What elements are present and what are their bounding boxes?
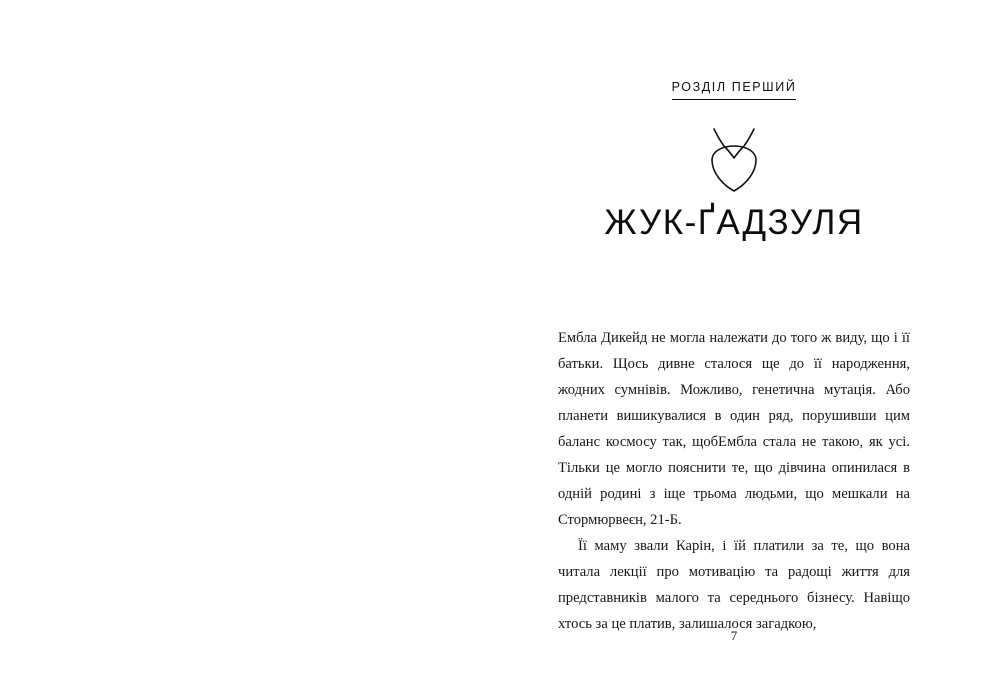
page-content-column	[558, 0, 910, 683]
beetle-emblem-icon	[558, 125, 910, 193]
paragraph: Її маму звали Карін, і їй платили за те, що вона читала лекції про мотивацію та радощі життя для представників малого та середнього бізнесу. Навіщо хтось за це платив, залишалося загадкою,	[558, 538, 910, 632]
paragraph: Ембла Дикейд не могла належати до того ж виду, що і її батьки. Щось дивне сталося ще до її народження, жодних сумнівів. Можливо, генетична мутація. Або планети вишикувалися в один ряд, порушивши цим баланс космосу так, щобЕмбла стала не такою, як усі. Тільки це могло пояснити те, що дівчина опинилася в одній родині з іще трьома людьми, що мешкали на Стормюрвеєн, 21-Б.	[558, 330, 910, 528]
chapter-label: РОЗДІЛ ПЕРШИЙ	[672, 80, 797, 100]
chapter-title: ЖУК-ҐАДЗУЛЯ	[604, 203, 864, 242]
chapter-label-container	[558, 78, 910, 100]
body-text	[558, 325, 910, 637]
page-number: 7	[730, 628, 738, 643]
